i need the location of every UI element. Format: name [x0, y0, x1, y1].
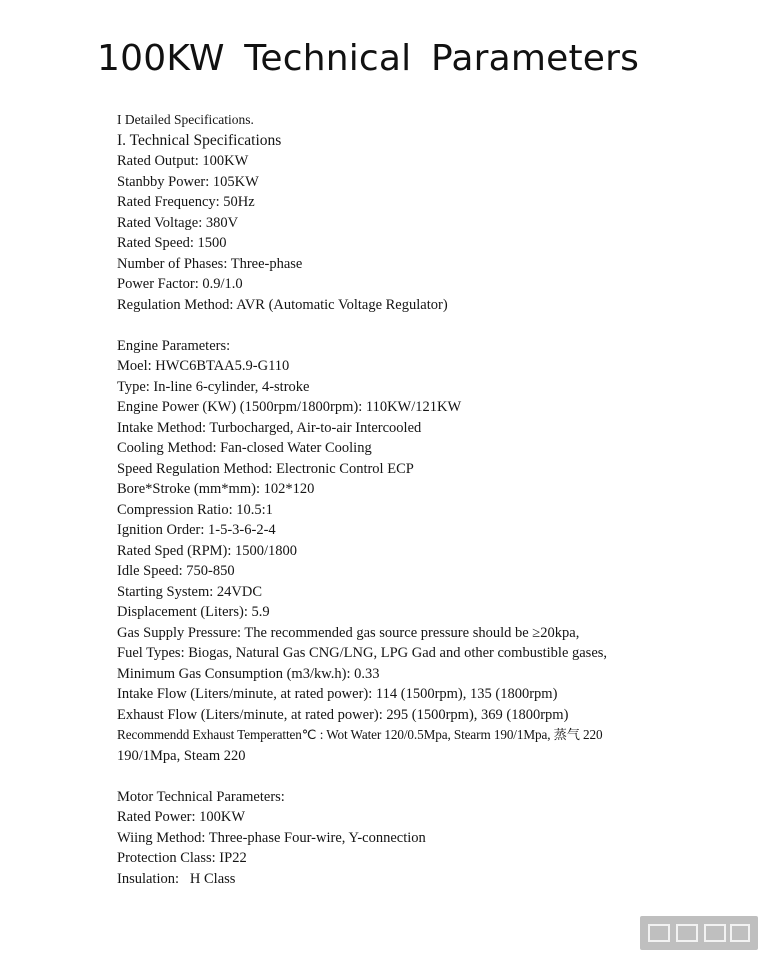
engine-line-fuel-types: Fuel Types: Biogas, Natural Gas CNG/LNG, LPG Gad and other combustible gases,	[117, 645, 608, 661]
engine-line-intake-flow: Intake Flow (Liters/minute, at rated power): 114 (1500rpm), 135 (1800rpm)	[117, 686, 558, 702]
technical-specifications-section	[117, 131, 757, 316]
motor-line-insulation: Insulation: H Class	[117, 870, 236, 887]
engine-parameters-heading: Engine Parameters:	[117, 337, 231, 354]
motor-parameters-section	[117, 787, 757, 890]
motor-parameters-heading: Motor Technical Parameters:	[117, 788, 285, 805]
engine-line-rated-speed: Rated Sped (RPM): 1500/1800	[117, 542, 298, 559]
engine-line-min-gas-consumption: Minimum Gas Consumption (m3/kw.h): 0.33	[117, 665, 380, 682]
watermark-logo	[640, 916, 758, 950]
spec-line-rated-frequency: Rated Frequency: 50Hz	[117, 194, 255, 210]
detailed-specifications-heading: I Detailed Specifications.	[117, 112, 254, 127]
engine-line-bore-stroke: Bore*Stroke (mm*mm): 102*120	[117, 481, 315, 497]
spec-line-rated-voltage: Rated Voltage: 380V	[117, 214, 239, 231]
engine-line-intake-method: Intake Method: Turbocharged, Air-to-air Intercooled	[117, 419, 422, 436]
spec-line-rated-speed: Rated Speed: 1500	[117, 235, 227, 251]
motor-line-protection-class: Protection Class: IP22	[117, 850, 247, 866]
engine-line-exhaust-flow: Exhaust Flow (Liters/minute, at rated power): 295 (1500rpm), 369 (1800rpm)	[117, 706, 569, 723]
spec-line-power-factor: Power Factor: 0.9/1.0	[117, 276, 243, 292]
engine-parameters-section	[117, 336, 757, 767]
engine-line-idle-speed: Idle Speed: 750-850	[117, 563, 235, 579]
motor-line-rated-power: Rated Power: 100KW	[117, 809, 246, 825]
spec-document-body	[117, 110, 757, 889]
technical-specifications-heading: I. Technical Specifications	[117, 131, 282, 149]
section-spacer	[117, 766, 757, 787]
spec-line-standby-power: Stanbby Power: 105KW	[117, 173, 259, 190]
engine-line-displacement: Displacement (Liters): 5.9	[117, 604, 270, 620]
motor-line-wiring-method: Wiing Method: Three-phase Four-wire, Y-connection	[117, 829, 426, 846]
engine-line-ignition-order: Ignition Order: 1-5-3-6-2-4	[117, 522, 276, 538]
engine-line-exhaust-temperature: Recommendd Exhaust Temperatten℃ : Wot Water 120/0.5Mpa, Stearm 190/1Mpa, 蒸气 220	[117, 727, 603, 742]
engine-line-exhaust-temperature-cont: 190/1Mpa, Steam 220	[117, 747, 246, 764]
engine-line-type: Type: In-line 6-cylinder, 4-stroke	[117, 378, 310, 395]
engine-line-compression-ratio: Compression Ratio: 10.5:1	[117, 501, 273, 518]
engine-line-cooling-method: Cooling Method: Fan-closed Water Cooling	[117, 440, 372, 456]
engine-line-engine-power: Engine Power (KW) (1500rpm/1800rpm): 110KW/121KW	[117, 399, 462, 415]
spec-line-number-of-phases: Number of Phases: Three-phase	[117, 255, 303, 272]
engine-line-starting-system: Starting System: 24VDC	[117, 583, 263, 600]
spec-line-rated-output: Rated Output: 100KW	[117, 153, 249, 169]
page-title: 100KW Technical Parameters	[97, 38, 640, 79]
engine-line-model: Moel: HWC6BTAA5.9-G110	[117, 358, 290, 374]
section-spacer	[117, 315, 757, 336]
engine-line-gas-supply-pressure: Gas Supply Pressure: The recommended gas source pressure should be ≥20kpa,	[117, 624, 580, 641]
engine-line-speed-regulation: Speed Regulation Method: Electronic Control ECP	[117, 460, 414, 477]
spec-line-regulation-method: Regulation Method: AVR (Automatic Voltage Regulator)	[117, 296, 448, 313]
